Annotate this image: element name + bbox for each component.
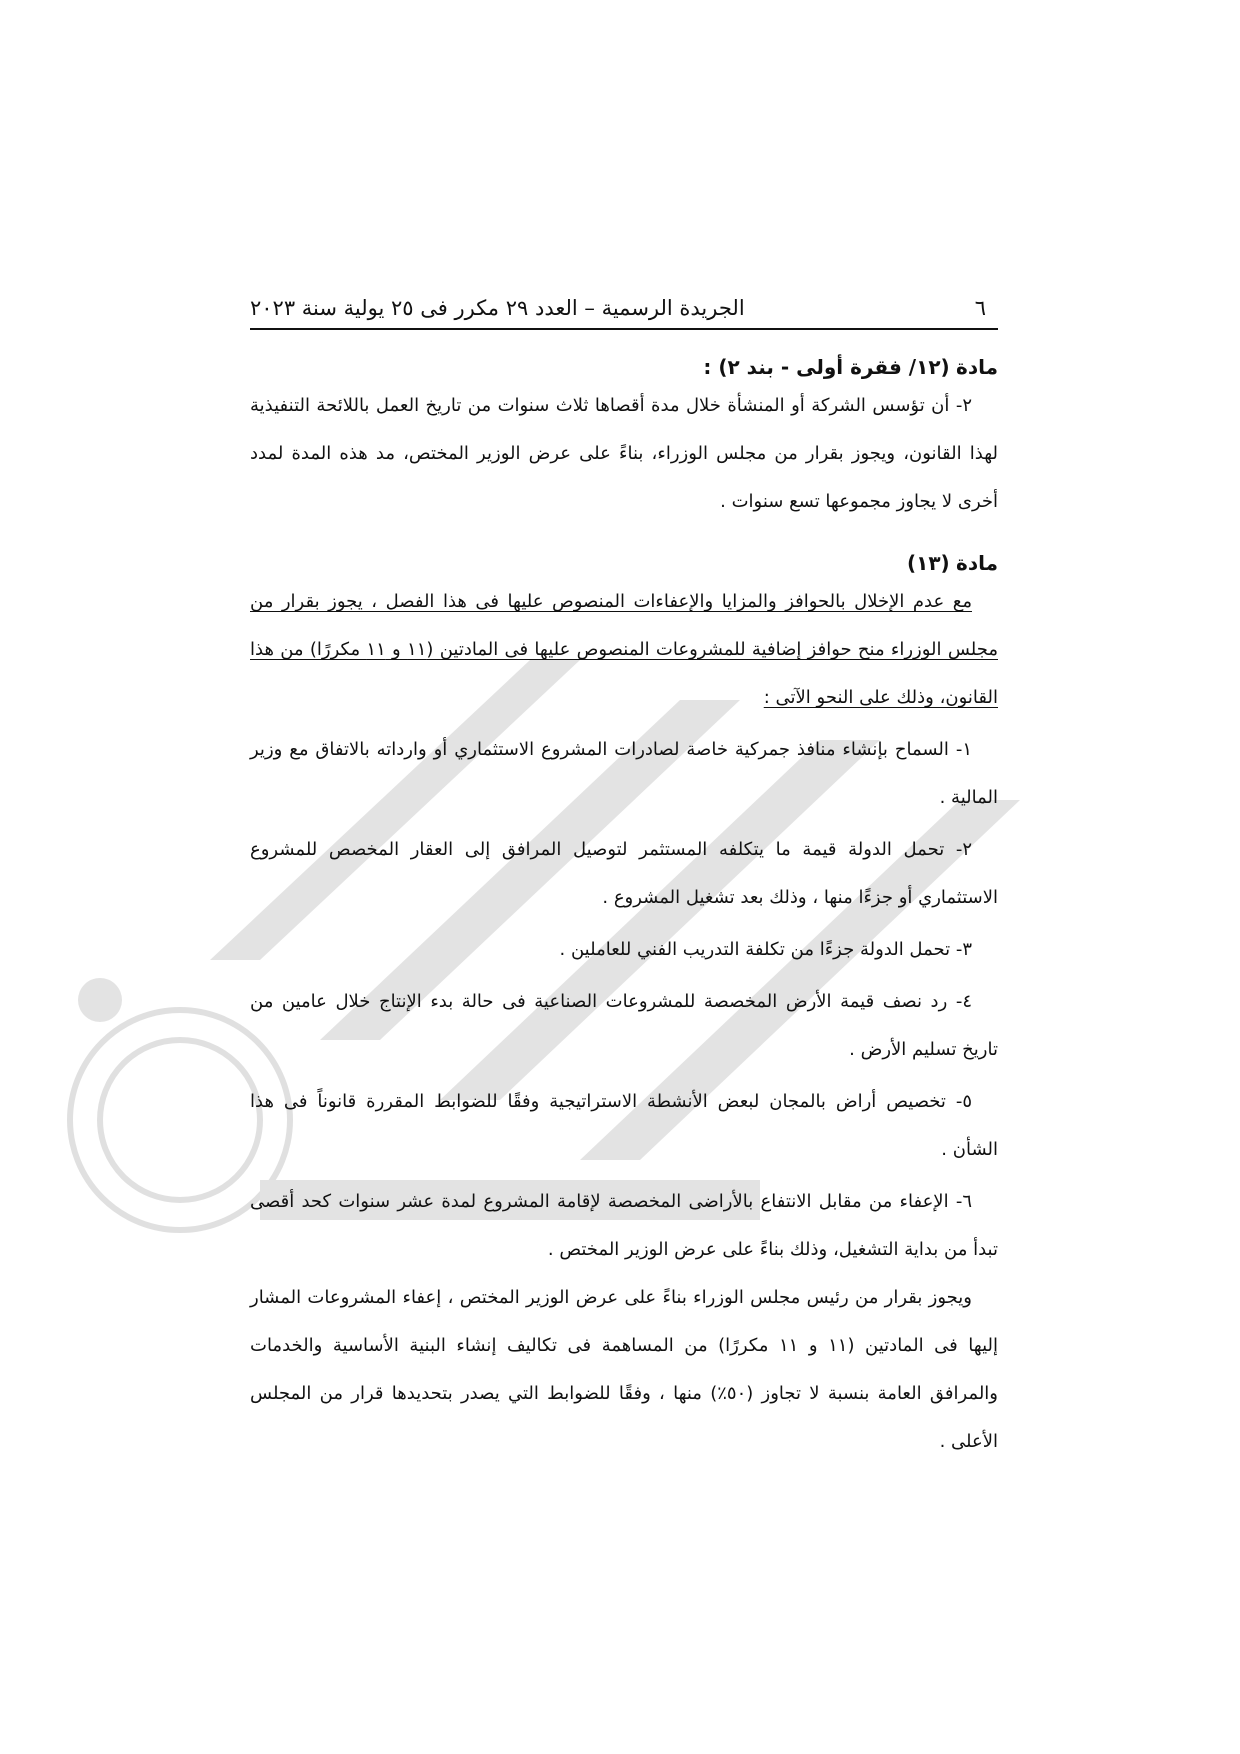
article-12-heading (250, 352, 998, 382)
article-12-label: مادة (956, 355, 998, 379)
article-13-label: مادة (956, 551, 998, 575)
page-number: ٦ (974, 296, 986, 320)
page-header (250, 282, 998, 320)
article-13-item-3: ٣- تحمل الدولة جزءًا من تكلفة التدريب الفني للعاملين . (559, 939, 972, 960)
gazette-page (250, 282, 998, 1466)
article-12-ref: (١٢/ فقرة أولى - بند ٢) : (703, 355, 950, 379)
article-13-ref: (١٣) (906, 551, 950, 575)
article-13-closing: ويجوز بقرار من رئيس مجلس الوزراء بناءً على عرض الوزير المختص ، إعفاء المشروعات المشار إليها فى المادتين (١١ و ١١ مكررًا) من المساهمة فى تكاليف إنشاء البنية الأساسية والخدمات والمرافق العامة بنسبة لا تجاوز (٥٠٪) منها ، وفقًا للضوابط التي يصدر بتحديدها قرار من المجلس الأعلى . (250, 1287, 998, 1452)
article-13-item-5: ٥- تخصيص أراض بالمجان لبعض الأنشطة الاستراتيجية وفقًا للضوابط المقررة قانوناً فى هذا الشأن . (250, 1091, 998, 1160)
article-13-item-2: ٢- تحمل الدولة قيمة ما يتكلفه المستثمر لتوصيل المرافق إلى العقار المخصص للمشروع الاستثماري أو جزءًا منها ، وذلك بعد تشغيل المشروع . (250, 839, 998, 908)
article-13-heading (250, 548, 998, 578)
article-12-text: ٢- أن تؤسس الشركة أو المنشأة خلال مدة أقصاها ثلاث سنوات من تاريخ العمل باللائحة التنفيذية لهذا القانون، ويجوز بقرار من مجلس الوزراء، بناءً على عرض الوزير المختص، مد هذه المدة لمدد أخرى لا يجاوز مجموعها تسع سنوات . (250, 395, 998, 512)
article-13-intro: مع عدم الإخلال بالحوافز والمزايا والإعفاءات المنصوص عليها فى هذا الفصل ، يجوز بقرار من مجلس الوزراء منح حوافز إضافية للمشروعات المنصوص عليها فى المادتين (١١ و ١١ مكررًا) من هذا القانون، وذلك على النحو الآتى : (250, 591, 998, 708)
article-13-item-6: ٦- الإعفاء من مقابل الانتفاع بالأراضى المخصصة لإقامة المشروع لمدة عشر سنوات كحد أقصى تبدأ من بداية التشغيل، وذلك بناءً على عرض الوزير المختص . (250, 1191, 998, 1260)
header-rule (250, 328, 998, 330)
article-13-item-1: ١- السماح بإنشاء منافذ جمركية خاصة لصادرات المشروع الاستثماري أو وارداته بالاتفاق مع وزير المالية . (250, 739, 998, 808)
article-13-item-4: ٤- رد نصف قيمة الأرض المخصصة للمشروعات الصناعية فى حالة بدء الإنتاج خلال عامين من تاريخ تسليم الأرض . (250, 991, 998, 1060)
header-title: الجريدة الرسمية – العدد ٢٩ مكرر فى ٢٥ يولية سنة ٢٠٢٣ (250, 296, 745, 320)
